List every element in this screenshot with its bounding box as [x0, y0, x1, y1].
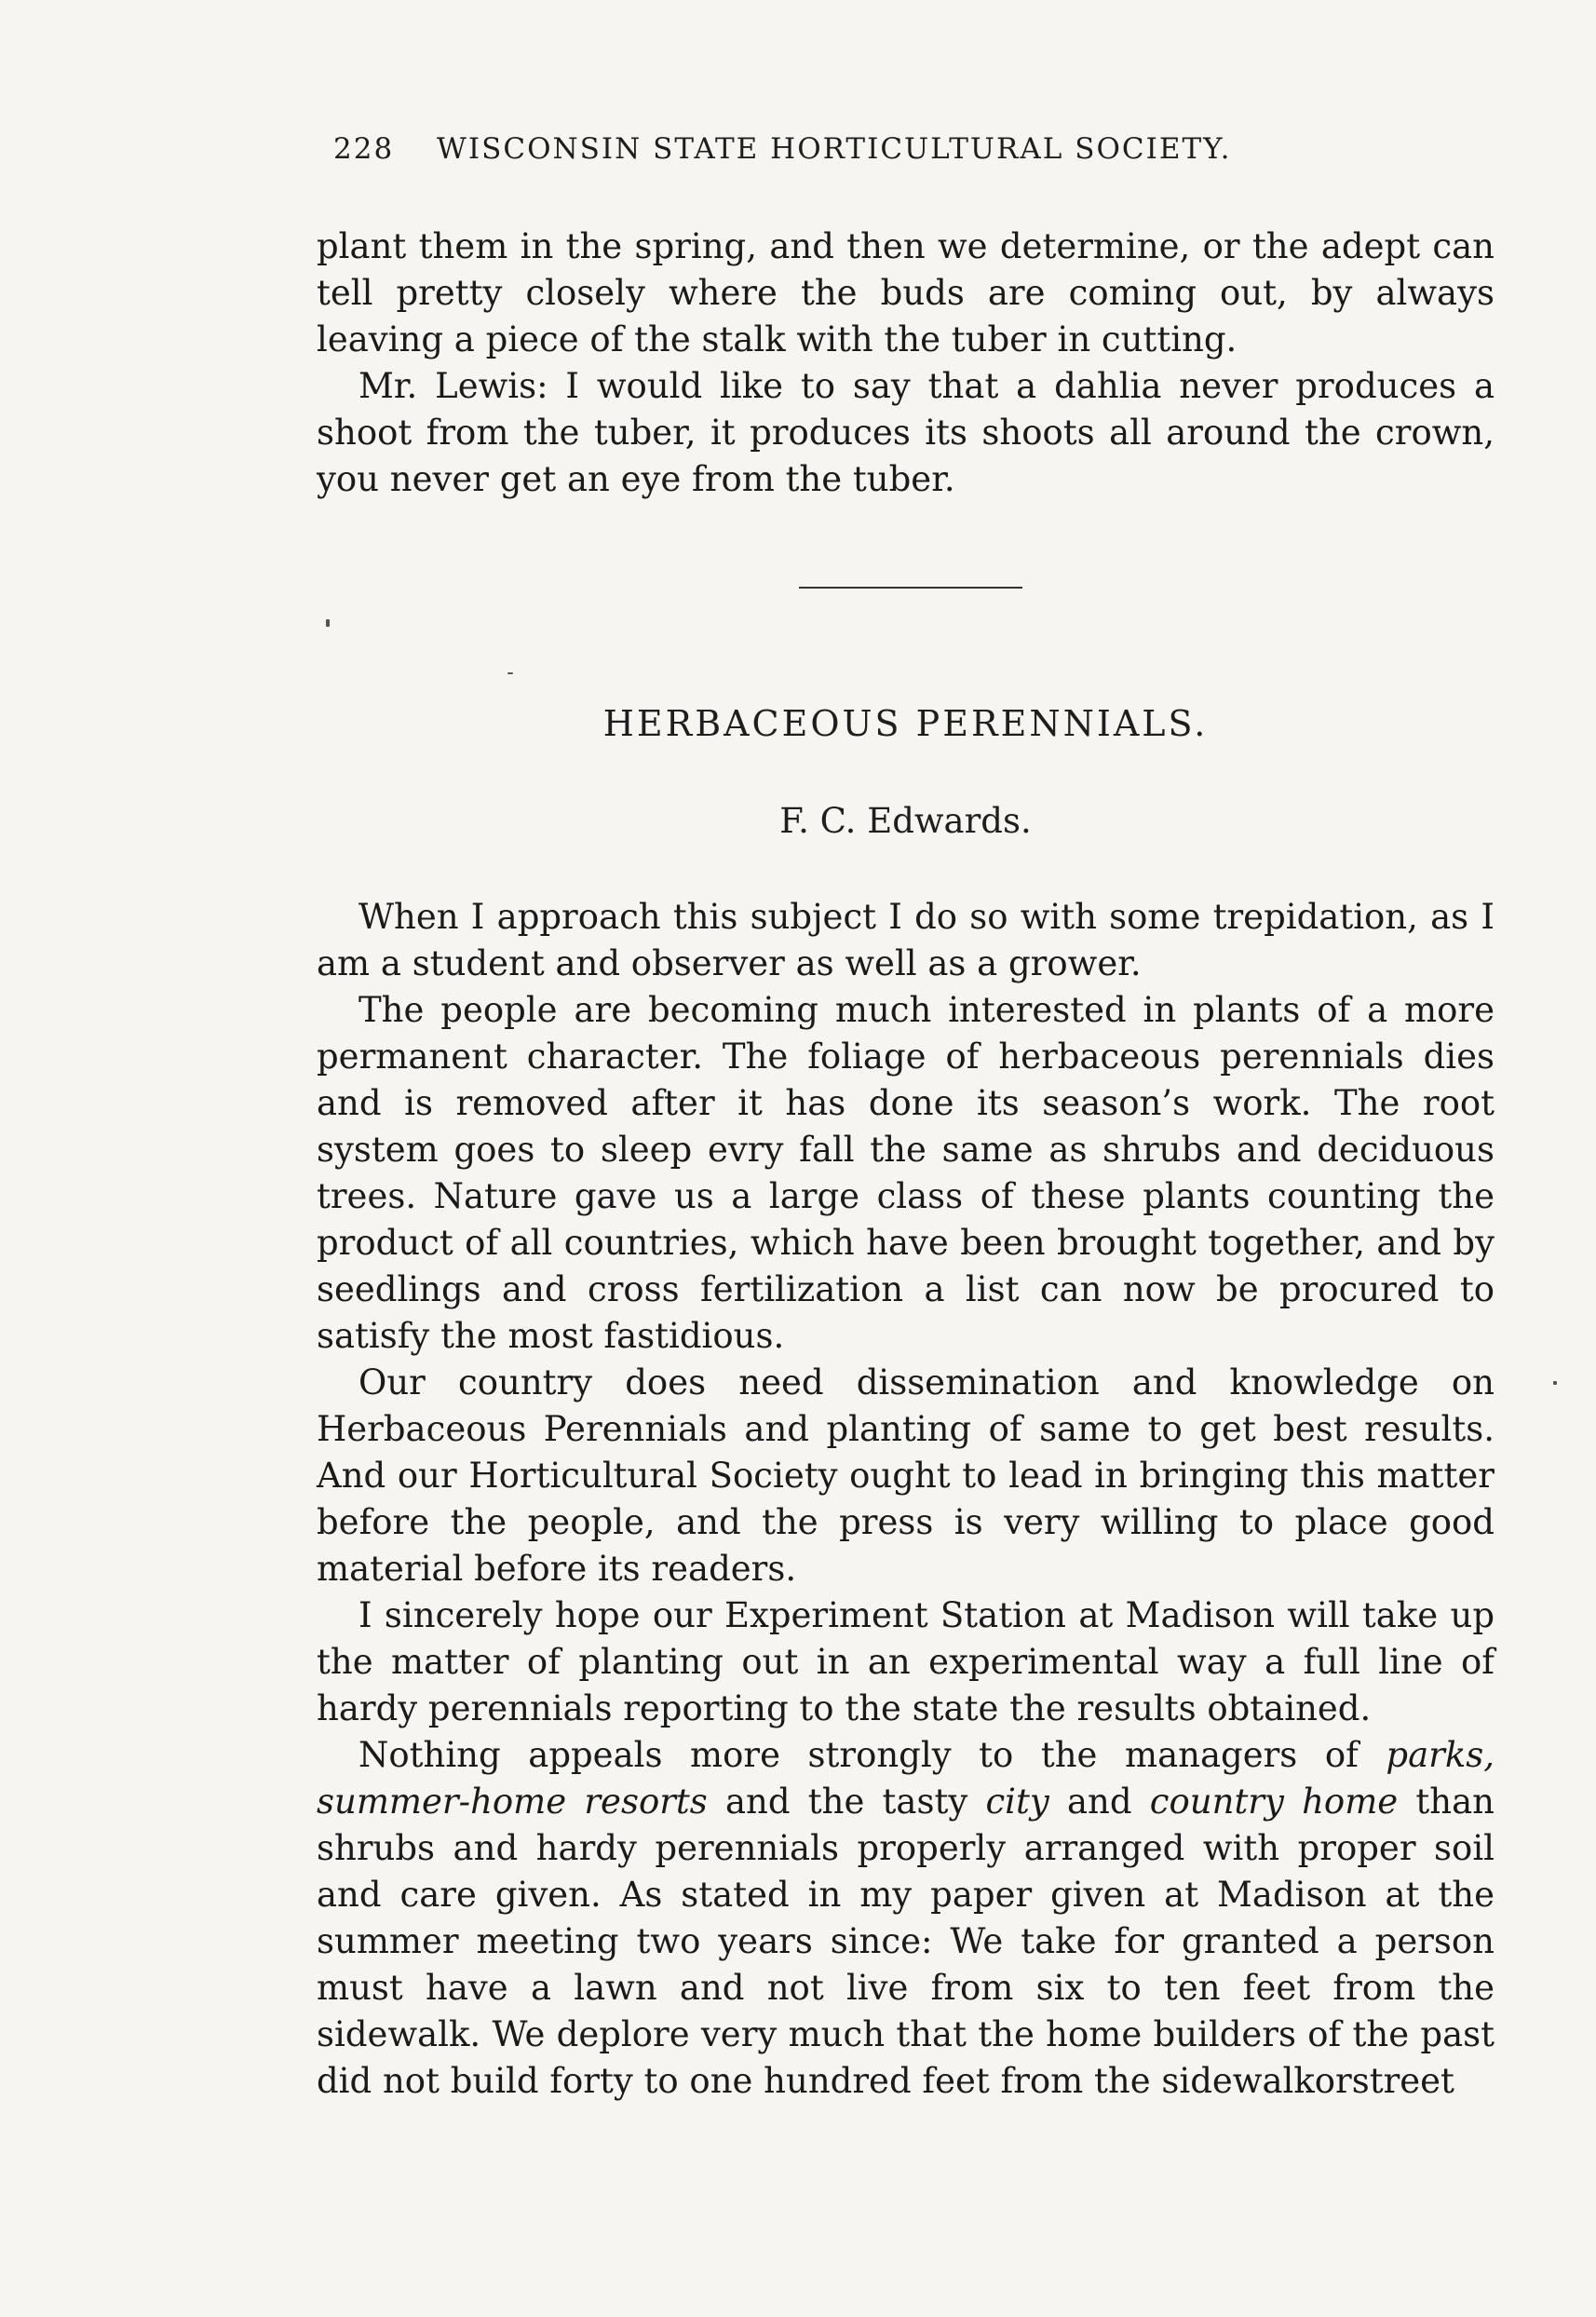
page-number: 228 [333, 132, 395, 166]
section-divider [799, 587, 1022, 589]
paragraph [317, 1732, 1495, 2105]
print-speck [1553, 1381, 1557, 1385]
running-header [333, 132, 1376, 166]
paragraph: I sincerely hope our Experiment Station at Madison will take up the matter of planting out in an experimental way a full line of hardy perennials reporting to the state the results obtained. [317, 1595, 1495, 1728]
paragraph: The people are becoming much interested in plants of a more permanent character. The foliage of herbaceous perennials dies and is removed after it has done its season’s work. The root system goes to sleep evry fall the same as shrubs and deciduous trees. Nature gave us a large class of these plants counting the product of all countries, which have been brought together, and by seedlings and cross fertilization a list can now be procured to satisfy the most fastidious. [317, 990, 1495, 1356]
italic-run: city [985, 1782, 1049, 1822]
italic-run: parks, summer-home resorts [317, 1735, 1495, 1822]
text-run: and the tasty [707, 1782, 986, 1822]
article-author: F. C. Edwards. [779, 801, 1032, 841]
print-speck [507, 672, 513, 674]
italic-run: country home [1149, 1782, 1399, 1822]
text-run: than shrubs and hardy perennials properly arranged with proper soil and care given. As stated in my paper given at Madison at the summer meeting two years since: We take for granted a person must have a lawn and not live from six to ten feet from the sidewalk. We deplore very much that the home builders of the past did not build forty to one hundred feet from the sidewalkorstreet [317, 1782, 1495, 2101]
paragraph: Our country does need dissemination and knowledge on Herbaceous Perennials and planting of same to get best results. And our Horticultural Society ought to lead in bringing this matter before the people, and the press is very willing to place good material before its readers. [317, 1362, 1495, 1589]
paragraph: When I approach this subject I do so with some trepidation, as I am a student and observer as well as a grower. [317, 897, 1495, 983]
paragraph: Mr. Lewis: I would like to say that a dahlia never produces a shoot from the tuber, it produces its shoots all around the crown, you never get an eye from the tuber. [317, 366, 1495, 499]
text-run: and [1048, 1782, 1150, 1822]
article-title: HERBACEOUS PERENNIALS. [602, 703, 1209, 744]
running-title: WISCONSIN STATE HORTICULTURAL SOCIETY. [437, 132, 1232, 166]
article-body [317, 894, 1495, 2105]
paragraph: plant them in the spring, and then we determine, or the adept can tell pretty closely where the buds are coming out, by always leaving a piece of the stalk with the tuber in cutting. [317, 226, 1495, 359]
continued-text [317, 224, 1495, 503]
text-run: Nothing appeals more strongly to the managers of [358, 1735, 1386, 1775]
print-speck [326, 619, 330, 627]
